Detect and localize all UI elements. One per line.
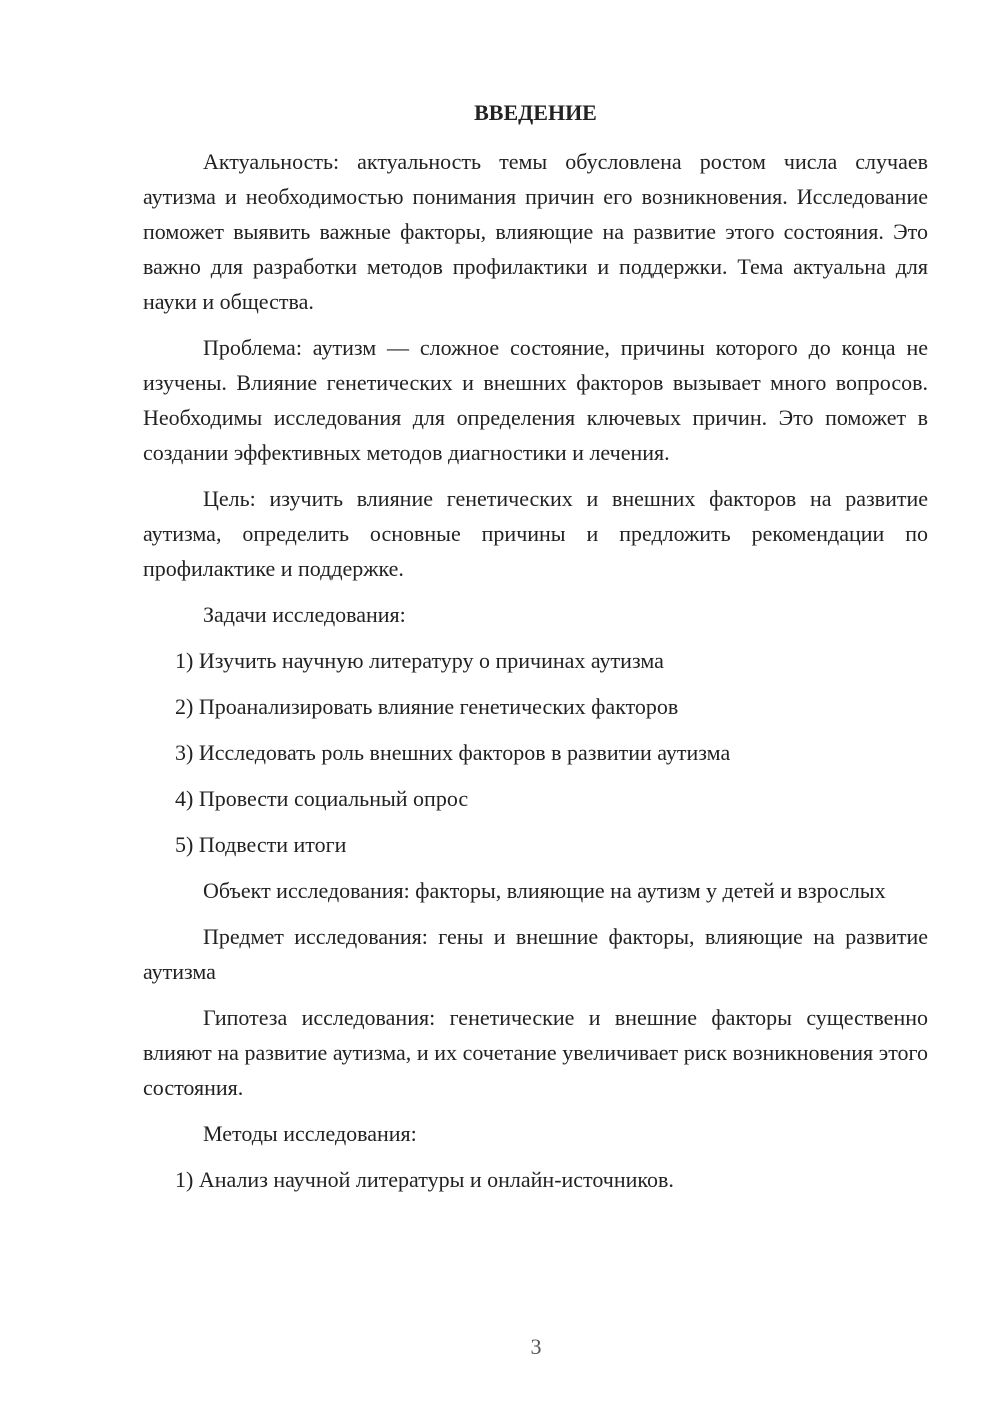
tasks-heading: Задачи исследования: (203, 602, 406, 627)
list-item: 4) Провести социальный опрос (175, 786, 469, 811)
goal-paragraph: Цель: изучить влияние генетических и внешних факторов на развитие аутизма, определить основные причины и предложить рекомендации по профилактике и поддержке. (143, 486, 928, 581)
methods-list (143, 1162, 928, 1197)
tasks-list (143, 643, 928, 862)
list-item: 5) Подвести итоги (175, 832, 347, 857)
hypothesis-paragraph: Гипотеза исследования: генетические и внешние факторы существенно влияют на развитие аутизма, и их сочетание увеличивает риск возникновения этого состояния. (143, 1005, 928, 1100)
list-item: 1) Изучить научную литературу о причинах аутизма (175, 648, 664, 673)
methods-heading: Методы исследования: (203, 1121, 417, 1146)
list-item: 3) Исследовать роль внешних факторов в развитии аутизма (175, 740, 731, 765)
page-content (143, 95, 928, 1208)
object-paragraph: Объект исследования: факторы, влияющие на аутизм у детей и взрослых (203, 878, 886, 903)
page-number: 3 (530, 1334, 542, 1359)
list-item: 1) Анализ научной литературы и онлайн-источников. (175, 1167, 674, 1192)
section-title: ВВЕДЕНИЕ (474, 100, 597, 125)
relevance-paragraph: Актуальность: актуальность темы обусловлена ростом числа случаев аутизма и необходимостью понимания причин его возникновения. Исследование поможет выявить важные факторы, влияющие на развитие этого состояния. Это важно для разработки методов профилактики и поддержки. Тема актуальна для науки и общества. (143, 149, 928, 314)
list-item: 2) Проанализировать влияние генетических факторов (175, 694, 679, 719)
subject-paragraph: Предмет исследования: гены и внешние факторы, влияющие на развитие аутизма (143, 924, 928, 984)
problem-paragraph: Проблема: аутизм — сложное состояние, причины которого до конца не изучены. Влияние генетических и внешних факторов вызывает много вопросов. Необходимы исследования для определения ключевых причин. Это поможет в создании эффективных методов диагностики и лечения. (143, 335, 928, 465)
